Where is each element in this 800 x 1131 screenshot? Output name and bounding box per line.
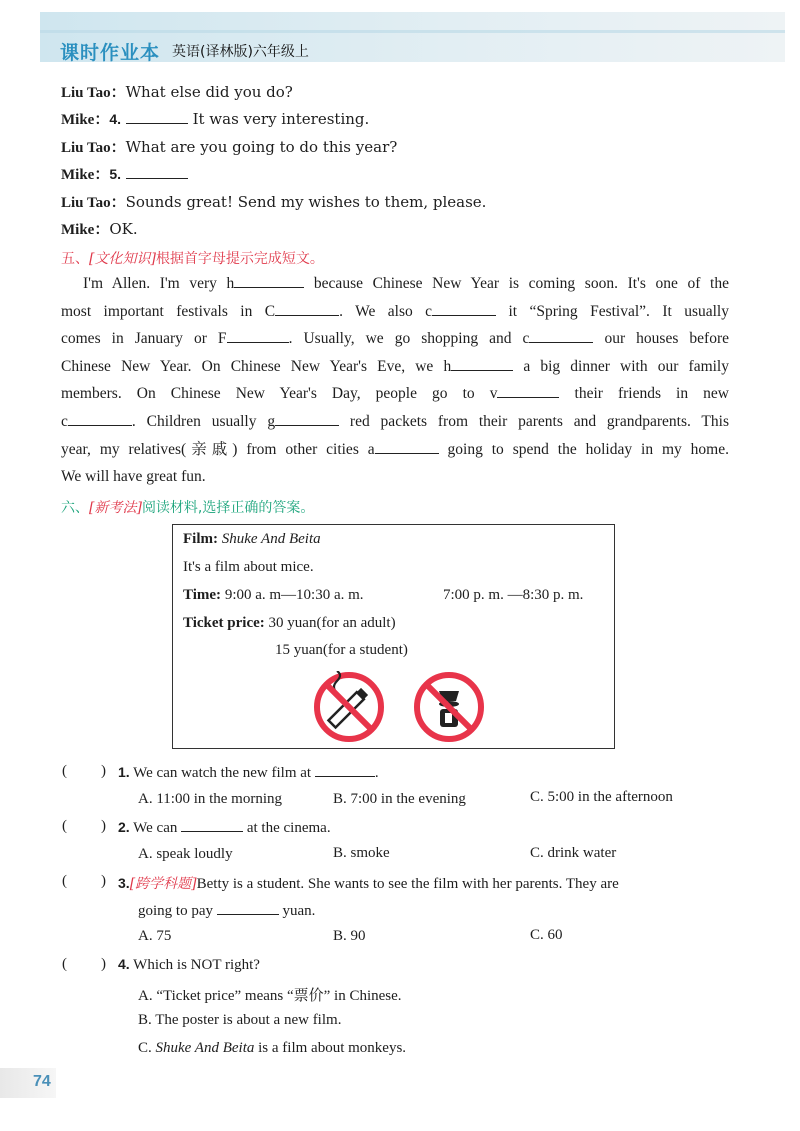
section-number: 五、 bbox=[61, 251, 89, 267]
film-name: Shuke And Beita bbox=[221, 531, 321, 547]
section-6-heading bbox=[61, 497, 314, 517]
film-label: Film: bbox=[183, 531, 218, 547]
option-b[interactable]: B. The poster is about a new film. bbox=[138, 1012, 342, 1028]
answer-paren[interactable]: ( ) bbox=[62, 763, 106, 779]
question-1: 1. We can watch the new film at . bbox=[118, 764, 379, 781]
answer-paren[interactable]: ( ) bbox=[62, 818, 106, 834]
dialogue-text: It was very interesting. bbox=[192, 110, 370, 128]
price-student: 15 yuan(for a student) bbox=[275, 642, 408, 658]
passage bbox=[61, 298, 729, 491]
question-number: 1. bbox=[118, 764, 130, 780]
speaker: Liu Tao： bbox=[61, 140, 126, 156]
passage-line: most important festivals in C . We also c it “Spring Festival”. It usually bbox=[61, 302, 729, 320]
price-adult: 30 yuan(for an adult) bbox=[268, 615, 396, 631]
option-a[interactable]: A. “Ticket price” means “票价” in Chinese. bbox=[138, 988, 402, 1004]
answer-blank[interactable] bbox=[451, 357, 513, 371]
option-b[interactable]: B. 7:00 in the evening bbox=[333, 791, 466, 807]
answer-paren[interactable]: ( ) bbox=[62, 956, 106, 972]
answer-blank[interactable] bbox=[432, 302, 496, 316]
poster-description: It's a film about mice. bbox=[183, 559, 314, 575]
header-accent bbox=[40, 30, 785, 33]
time-slot: 7:00 p. m. —8:30 p. m. bbox=[443, 587, 584, 603]
question-3-cont: going to pay yuan. bbox=[138, 903, 316, 919]
section-5-heading bbox=[61, 248, 324, 268]
answer-blank[interactable] bbox=[217, 901, 279, 915]
option-c[interactable]: C. Shuke And Beita is a film about monkeys. bbox=[138, 1040, 407, 1056]
item-number: 5. bbox=[109, 166, 122, 182]
passage-line: comes in January or F . Usually, we go shopping and c our houses before bbox=[61, 330, 729, 348]
passage-line: c . Children usually g red packets from their parents and grandparents. This bbox=[61, 412, 729, 430]
section-instruction: 根据首字母提示完成短文。 bbox=[155, 251, 324, 267]
speaker: Liu Tao： bbox=[61, 195, 126, 211]
answer-blank[interactable] bbox=[275, 412, 339, 426]
poster-time bbox=[183, 587, 364, 604]
answer-blank[interactable] bbox=[529, 329, 593, 343]
question-text: Betty is a student. She wants to see the film with her parents. They are bbox=[196, 876, 619, 892]
option-c[interactable]: C. 5:00 in the afternoon bbox=[530, 789, 673, 805]
speaker: Liu Tao： bbox=[61, 85, 126, 101]
passage-line: members. On Chinese New Year's Day, people go to v their friends in new bbox=[61, 385, 729, 403]
dialogue-line bbox=[61, 192, 486, 213]
passage-line: I'm Allen. I'm very h because Chinese New Year is coming soon. It's one of the bbox=[83, 275, 729, 292]
poster-price bbox=[183, 615, 396, 632]
question-number: 4. bbox=[118, 956, 130, 972]
option-c[interactable]: C. 60 bbox=[530, 927, 563, 943]
dialogue-line bbox=[61, 137, 397, 158]
no-eating-icon bbox=[413, 671, 485, 743]
answer-blank[interactable] bbox=[497, 384, 559, 398]
poster-film bbox=[183, 531, 321, 548]
answer-blank[interactable] bbox=[126, 110, 188, 124]
section-instruction: 阅读材料,选择正确的答案。 bbox=[141, 500, 315, 516]
passage-line: We will have great fun. bbox=[61, 468, 206, 486]
option-b[interactable]: B. 90 bbox=[333, 928, 366, 944]
question-text: Which is NOT right? bbox=[133, 957, 260, 973]
question-number: 3. bbox=[118, 875, 130, 891]
answer-blank[interactable] bbox=[126, 165, 188, 179]
question-tag: [跨学科题] bbox=[129, 876, 197, 892]
dialogue-line bbox=[61, 164, 188, 185]
section-tag: [文化知识] bbox=[89, 251, 156, 267]
section-number: 六、 bbox=[61, 500, 89, 516]
option-a[interactable]: A. speak loudly bbox=[138, 846, 233, 862]
question-2: 2. We can at the cinema. bbox=[118, 819, 331, 836]
option-a[interactable]: A. 11:00 in the morning bbox=[138, 791, 283, 807]
dialogue-text: What are you going to do this year? bbox=[125, 138, 398, 156]
dialogue-line bbox=[61, 109, 369, 130]
passage-line: year, my relatives(亲戚) from other cities a going to spend the holiday in my home. bbox=[61, 440, 729, 458]
dialogue-text: What else did you do? bbox=[125, 83, 293, 101]
answer-blank[interactable] bbox=[234, 274, 304, 288]
question-text: We can bbox=[133, 820, 178, 836]
dialogue-line bbox=[61, 82, 293, 103]
answer-blank[interactable] bbox=[68, 412, 132, 426]
question-text: We can watch the new film at bbox=[133, 765, 312, 781]
question-3 bbox=[118, 873, 619, 893]
answer-paren[interactable]: ( ) bbox=[62, 873, 106, 889]
speaker: Mike： bbox=[61, 167, 110, 183]
question-number: 2. bbox=[118, 819, 130, 835]
dialogue-line bbox=[61, 219, 138, 240]
answer-blank[interactable] bbox=[315, 763, 375, 777]
dialogue-text: OK. bbox=[109, 220, 138, 238]
speaker: Mike： bbox=[61, 112, 110, 128]
speaker: Mike： bbox=[61, 222, 110, 238]
question-4 bbox=[118, 956, 260, 974]
answer-blank[interactable] bbox=[275, 302, 339, 316]
book-title: 课时作业本 bbox=[60, 42, 161, 64]
passage-line: Chinese New Year. On Chinese New Year's Eve, we h a big dinner with our family bbox=[61, 357, 729, 375]
option-a[interactable]: A. 75 bbox=[138, 928, 172, 944]
section-tag: [新考法] bbox=[89, 500, 142, 516]
film-poster bbox=[172, 524, 615, 749]
film-name: Shuke And Beita bbox=[155, 1040, 255, 1056]
option-c[interactable]: C. drink water bbox=[530, 845, 617, 861]
book-subtitle: 英语(译林版)六年级上 bbox=[172, 44, 309, 60]
no-smoking-icon bbox=[313, 671, 385, 743]
time-slot: 9:00 a. m—10:30 a. m. bbox=[224, 587, 364, 603]
item-number: 4. bbox=[109, 111, 122, 127]
time-label: Time: bbox=[183, 587, 222, 603]
passage bbox=[61, 270, 729, 298]
option-b[interactable]: B. smoke bbox=[333, 845, 390, 861]
answer-blank[interactable] bbox=[227, 329, 289, 343]
answer-blank[interactable] bbox=[181, 818, 243, 832]
dialogue-text: Sounds great! Send my wishes to them, please. bbox=[125, 193, 487, 211]
price-label: Ticket price: bbox=[183, 615, 265, 631]
answer-blank[interactable] bbox=[375, 440, 439, 454]
page-number: 74 bbox=[33, 1073, 51, 1090]
